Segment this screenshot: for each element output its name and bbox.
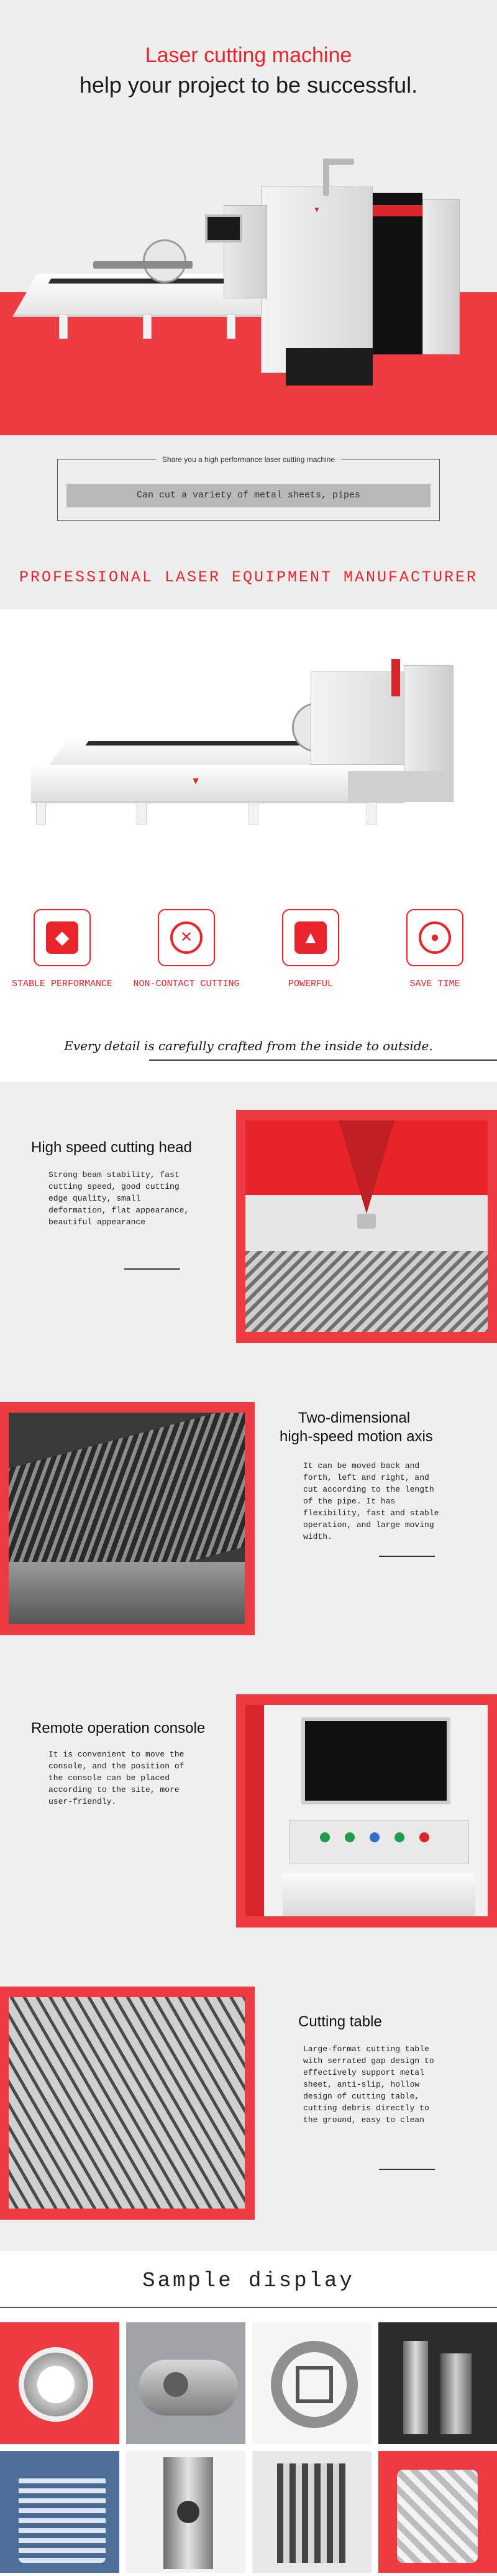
- share-caption: Share you a high performance laser cutting machine: [156, 455, 341, 464]
- detail-motion-axis: [0, 1374, 497, 1666]
- sample-tile: [126, 2451, 245, 2573]
- machine-pipe: [323, 159, 354, 165]
- stopwatch-icon: ●: [419, 921, 451, 954]
- sample-display-section: [0, 2251, 497, 2576]
- feature-icon-frame: [158, 909, 215, 966]
- machine-leg: [36, 802, 46, 824]
- machine-red-stripe: [373, 205, 422, 216]
- sample-tile: [252, 2322, 372, 2444]
- machine-leg: [227, 314, 235, 339]
- sample-tile: [252, 2451, 372, 2573]
- sample-tile: [0, 2451, 119, 2573]
- feature-label: STABLE PERFORMANCE: [11, 979, 113, 989]
- detail-cutting-table: [0, 1959, 497, 2251]
- detail-title: high-speed motion axis: [280, 1428, 433, 1445]
- share-caption-wrap: [58, 454, 439, 465]
- machine-logo-mark: ▼: [313, 205, 321, 214]
- machine-photo-section: [0, 609, 497, 858]
- sample-tile: [0, 2322, 119, 2444]
- share-card: [57, 455, 440, 521]
- feature-label: SAVE TIME: [409, 979, 460, 989]
- detail-cutting-head: [0, 1082, 497, 1374]
- machine-end-panel: [422, 199, 460, 354]
- console-photo: [245, 1705, 488, 1916]
- detail-console: [0, 1666, 497, 1959]
- motto-underline: [149, 1059, 497, 1061]
- feature-item: [6, 909, 118, 989]
- motion-axis-photo: [9, 1413, 245, 1624]
- machine-black-panel: [373, 193, 422, 354]
- detail-title: High speed cutting head: [31, 1139, 192, 1156]
- feature-icon-frame: [406, 909, 463, 966]
- hero-section: [0, 0, 497, 435]
- machine-leg: [137, 802, 147, 824]
- feature-icon-frame: [34, 909, 91, 966]
- manufacturer-headline: PROFESSIONAL LASER EQUIPMENT MANUFACTURER: [19, 568, 478, 586]
- features-section: [0, 858, 497, 1082]
- machine-leg: [143, 314, 152, 339]
- machine-logo-mark: ▼: [191, 776, 201, 787]
- cutting-head-photo: [245, 1120, 488, 1332]
- machine-tube: [93, 261, 193, 269]
- detail-text: Strong beam stability, fast cutting speed, good cutting edge quality, small deformation, flat appearance, beautiful appearance: [48, 1170, 189, 1227]
- detail-title: Remote operation console: [31, 1720, 206, 1737]
- feature-item: [255, 909, 367, 989]
- feature-icon-frame: [282, 909, 339, 966]
- hero-title-line2: help your project to be successful.: [79, 72, 418, 98]
- machine-screen: [205, 215, 242, 242]
- detail-text: It can be moved back and forth, left and right, and cut according to the length of the pipe. It has flexibility, fast and stable operation, and large moving width.: [303, 1461, 439, 1541]
- feature-item: [130, 909, 242, 989]
- detail-divider: [124, 1268, 180, 1270]
- no-touch-icon: ✕: [170, 921, 203, 954]
- machine-base: [286, 348, 373, 385]
- machine-red-head: [391, 659, 400, 696]
- feature-item: [379, 909, 491, 989]
- share-section: [0, 435, 497, 609]
- sample-display-title: Sample display: [142, 2269, 355, 2293]
- detail-divider: [379, 1556, 435, 1557]
- detail-divider: [379, 2169, 435, 2170]
- detail-text: Large-format cutting table with serrated gap design to effectively support metal sheet, anti-slip, hollow design of cutting table, cutting debris directly to the ground, easy to clean: [303, 2044, 434, 2125]
- detail-motto: Every detail is carefully crafted from the inside to outside.: [64, 1038, 433, 1053]
- hero-title-line1: Laser cutting machine: [145, 44, 352, 67]
- feature-label: POWERFUL: [288, 979, 333, 989]
- detail-text: It is convenient to move the console, and the position of the console can be placed according to the site, more user-friendly.: [48, 1750, 185, 1806]
- sample-tile: [126, 2322, 245, 2444]
- thumbs-up-icon: ▲: [294, 921, 327, 954]
- feature-label: NON-CONTACT CUTTING: [133, 979, 240, 989]
- detail-title: Cutting table: [298, 2013, 382, 2030]
- machine-leg: [59, 314, 68, 339]
- cutting-table-photo: [9, 1997, 245, 2209]
- sample-title-underline: [0, 2307, 497, 2308]
- share-bar-text: Can cut a variety of metal sheets, pipes: [66, 484, 431, 507]
- machine-leg: [367, 802, 376, 824]
- detail-title: Two-dimensional: [298, 1410, 411, 1426]
- sample-tile: [378, 2322, 497, 2444]
- machine-base: [348, 771, 447, 802]
- machine-tower: [261, 187, 373, 373]
- sample-tile: [378, 2451, 497, 2573]
- machine-leg: [248, 802, 258, 824]
- shield-icon: ◆: [46, 921, 78, 954]
